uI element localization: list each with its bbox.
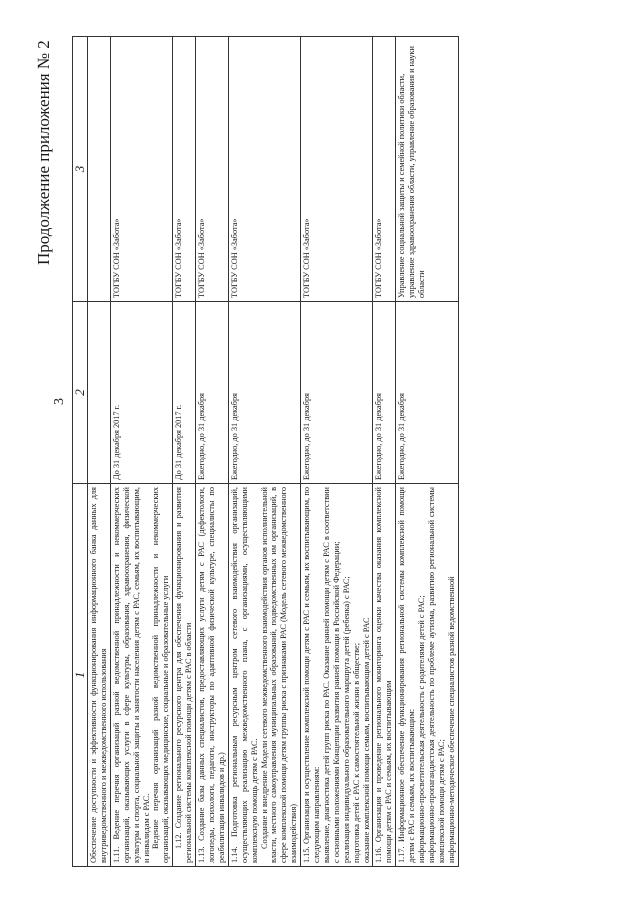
table-row xyxy=(88,37,111,867)
executor-cell xyxy=(88,37,111,302)
page-number: 3 xyxy=(52,398,67,405)
term-cell: Ежегодно, до 31 декабря xyxy=(301,302,373,484)
measure-cell xyxy=(228,484,300,867)
measure-text: выявление, диагностика детей групп риска по РАС. Оказание ранней помощи детям с РАС в соответствии с основными положениями Концепции развития ранней помощи в Российской Федерации; xyxy=(321,487,341,863)
measure-cell xyxy=(196,484,229,867)
measure-cell xyxy=(396,484,458,867)
measure-text: 1.16. Организация и проведение регионального мониторинга оценки качества оказания комплексной помощи детям с РАС и семьям, их воспитывающим xyxy=(374,487,394,863)
table-header-row xyxy=(73,37,88,867)
term-cell: Ежегодно, до 31 декабря xyxy=(196,302,229,484)
table-row xyxy=(196,37,229,867)
header-col-3: 3 xyxy=(73,37,88,302)
measure-text: Ведение перечня организаций разной ведомственной принадлежности и некоммерческих организаций, оказывающих медицинские, социальные и образовательные услуги xyxy=(151,487,171,863)
measure-text: Создание и внедрение Модели сетевого межведомственного взаимодействия органов исполнительной власти, местного самоуправления муниципальных образований, подведомственных им организаций, в сфере комплексной помощи детям группы риска с признаками РАС (Модель сетевого межведомственного взаимодействия) xyxy=(259,487,299,863)
continuation-title: Продолжение приложения № 2 xyxy=(34,40,53,265)
measure-text: 1.12. Создание регионального ресурсного центра для обеспечения функционирования и развития региональной системы комплексной помощи детям с РАС в области xyxy=(174,487,194,863)
measure-text: 1.15. Организация и осуществление комплексной помощи детям с РАС и семьям, их воспитывающим, по следующим направлениям: xyxy=(302,487,322,863)
measure-text: Обеспечение доступности и эффективности функционирования информационного банка данных для внутриведомственного и межведомственного использования xyxy=(89,487,108,863)
table-row xyxy=(173,37,196,867)
measure-cell xyxy=(88,484,111,867)
header-col-2: 2 xyxy=(73,302,88,484)
measure-cell xyxy=(110,484,172,867)
measure-text: 1.17. Информационное обеспечение функционирования региональной системы комплексной помощи детям с РАС и семьям, их воспитывающим: xyxy=(397,487,417,863)
executor-cell: ТОГБУ СОН «Забота» xyxy=(173,37,196,302)
measure-cell xyxy=(373,484,396,867)
term-cell xyxy=(88,302,111,484)
table-body xyxy=(88,37,459,867)
measure-text: реализация индивидуального образовательного маршрута детей (ребенка) с РАС; xyxy=(341,576,351,863)
table-row xyxy=(396,37,458,867)
table-row xyxy=(301,37,373,867)
measure-cell xyxy=(173,484,196,867)
term-cell: До 31 декабря 2017 г. xyxy=(173,302,196,484)
measure-text: 1.11. Ведение перечня организаций разной ведомственной принадлежности и некоммерческих организаций, оказывающих услуги в сфере культуры, образования, здравоохранения, физической культуры и спорта, социальной защиты и занятости населения детям с РАС, семьям, их воспитывающим, и инвалидам с РАС. xyxy=(111,487,151,863)
plan-table xyxy=(72,36,459,867)
table-row xyxy=(373,37,396,867)
term-cell: Ежегодно, до 31 декабря xyxy=(228,302,300,484)
executor-cell: ТОГБУ СОН «Забота» xyxy=(228,37,300,302)
measure-text: информационно-просветительская деятельность с родителями детей с РАС; xyxy=(417,595,427,863)
measure-text: подготовка детей с РАС к самостоятельной жизни в обществе; xyxy=(351,642,361,863)
executor-cell: Управление социальной защиты и семейной политики области, управление здравоохранения области, управление образования и науки области xyxy=(396,37,458,302)
executor-cell: ТОГБУ СОН «Забота» xyxy=(110,37,172,302)
term-cell: До 31 декабря 2017 г. xyxy=(110,302,172,484)
measure-text: 1.14. Подготовка региональным ресурсным центром сетевого взаимодействия организаций, осуществляющих реализацию межведомственного плана, с организациями, осуществляющими комплексную помощь детям с РАС. xyxy=(229,487,259,863)
executor-cell: ТОГБУ СОН «Забота» xyxy=(373,37,396,302)
measure-text: 1.13. Создание базы данных специалистов, предоставляющих услуги детям с РАС (дефектологи, логопеды, психологи, педагоги, инструкторы по адаптивной физической культуре, специалисты по реабилитации инвалидов и др.) xyxy=(197,487,226,863)
executor-cell: ТОГБУ СОН «Забота» xyxy=(196,37,229,302)
executor-cell: ТОГБУ СОН «Забота» xyxy=(301,37,373,302)
term-cell: Ежегодно, до 31 декабря xyxy=(396,302,458,484)
measure-text: информационно-пропагандистская деятельность по проблеме аутизма, развитию региональной системы комплексной помощи детям с РАС; xyxy=(427,487,446,863)
table-row xyxy=(110,37,172,867)
measure-text: информационно-методическое обеспечение специалистов разной ведомственной xyxy=(446,576,456,863)
measure-text: оказание комплексной помощи семьям, воспитывающим детей с РАС xyxy=(361,617,371,863)
table-row xyxy=(228,37,300,867)
measure-cell xyxy=(301,484,373,867)
term-cell: Ежегодно, до 31 декабря xyxy=(373,302,396,484)
header-col-1: 1 xyxy=(73,484,88,867)
